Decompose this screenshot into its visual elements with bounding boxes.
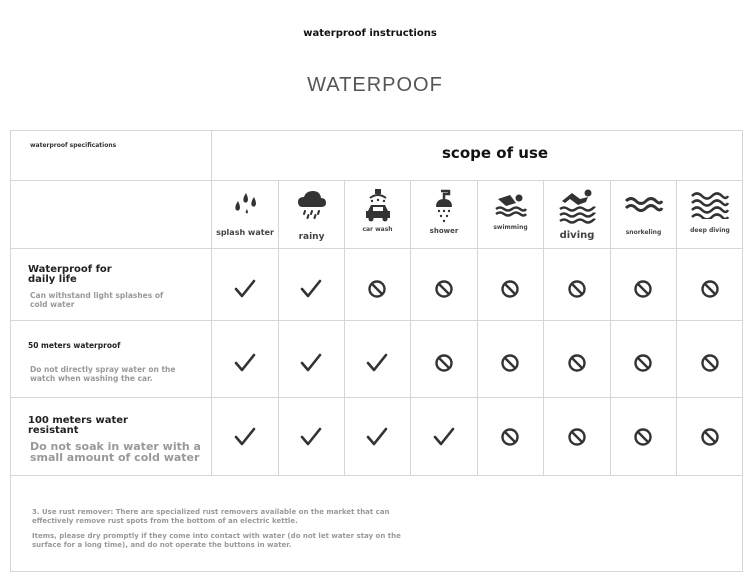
rain-cloud-icon: [296, 189, 328, 219]
check-icon: [365, 351, 389, 375]
scenario-shower: [411, 181, 477, 247]
scope-header: scope of use: [442, 144, 549, 162]
table-divider: [10, 320, 743, 321]
check-icon: [299, 425, 323, 449]
check-icon: [233, 351, 257, 375]
check-icon: [432, 425, 456, 449]
swimming-icon: [494, 189, 528, 219]
scenario-label: diving: [559, 230, 595, 241]
prohibited-icon: [565, 351, 589, 375]
table-divider: [10, 475, 743, 476]
footer-note-dry-promptly: Items, please dry promptly if they come into contact with water (do not let water stay on the surface for a long time), and do not operate the buttons in water.: [32, 532, 401, 549]
scenario-splash-water: [212, 181, 278, 247]
prohibited-icon: [631, 425, 655, 449]
prohibited-icon: [698, 425, 722, 449]
table-divider: [10, 248, 743, 249]
prohibited-icon: [698, 277, 722, 301]
car-wash-icon: [362, 189, 394, 223]
scenario-snorkeling: [611, 181, 676, 247]
scenario-deep-diving: [677, 181, 743, 247]
check-icon: [299, 277, 323, 301]
prohibited-icon: [565, 425, 589, 449]
prohibited-icon: [432, 351, 456, 375]
prohibited-icon: [631, 351, 655, 375]
prohibited-icon: [565, 277, 589, 301]
shower-icon: [429, 189, 459, 227]
scenario-rainy: [279, 181, 344, 247]
scenario-label: shower: [429, 227, 459, 235]
prohibited-icon: [498, 351, 522, 375]
prohibited-icon: [432, 277, 456, 301]
check-icon: [233, 277, 257, 301]
scenario-label: swimming: [493, 224, 528, 231]
check-icon: [233, 425, 257, 449]
prohibited-icon: [498, 277, 522, 301]
scenario-label: car wash: [362, 226, 393, 233]
check-icon: [365, 425, 389, 449]
spec-row-note: Can withstand light splashes of cold water: [30, 291, 164, 309]
spec-row-title: Waterproof for daily life: [28, 264, 112, 285]
prohibited-icon: [498, 425, 522, 449]
scenario-swimming: [478, 181, 543, 247]
prohibited-icon: [631, 277, 655, 301]
spec-row-note: Do not directly spray water on the watch when washing the car.: [30, 365, 176, 383]
splash-water-icon: [230, 189, 260, 215]
table-divider: [10, 397, 743, 398]
scenario-label: snorkeling: [625, 229, 662, 236]
check-icon: [299, 351, 323, 375]
prohibited-icon: [698, 351, 722, 375]
page-title: WATERPOOF: [307, 74, 443, 96]
scenario-car-wash: [345, 181, 410, 247]
scenario-label: rainy: [298, 232, 325, 242]
snorkeling-waves-icon: [624, 189, 664, 215]
scenario-diving: [544, 181, 610, 247]
scenario-label: deep diving: [690, 227, 730, 234]
deep-diving-waves-icon: [690, 189, 730, 219]
instructions-subtitle: waterproof instructions: [303, 28, 437, 39]
scenario-label: splash water: [216, 228, 274, 237]
spec-row-title: 100 meters water resistant: [28, 415, 128, 436]
spec-row-note: Do not soak in water with a small amount of cold water: [30, 440, 201, 464]
spec-column-header: waterproof specifications: [30, 142, 117, 149]
spec-row-title: 50 meters waterproof: [28, 341, 121, 350]
diving-icon: [558, 189, 596, 225]
footer-note-rust-remover: 3. Use rust remover: There are specialized rust removers available on the market that can effectively remove rust spots from the bottom of an electric kettle.: [32, 508, 390, 525]
prohibited-icon: [365, 277, 389, 301]
